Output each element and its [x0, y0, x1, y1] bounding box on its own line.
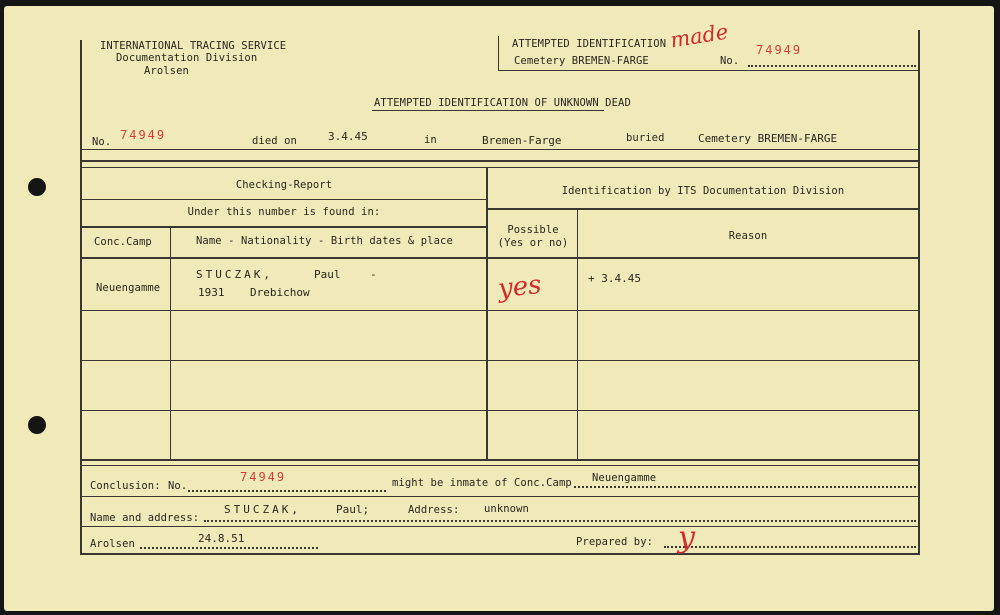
- row1-birth-year: 1931: [198, 286, 225, 299]
- footer-date: 24.8.51: [198, 532, 245, 545]
- name-address-dotline: [204, 520, 916, 522]
- header-box-bottom: [498, 70, 918, 71]
- row-line-3: [80, 410, 920, 411]
- header-no-dotline: [748, 65, 916, 67]
- found-in-heading: Under this number is found in:: [187, 206, 381, 218]
- footer-date-dotline: [140, 547, 318, 549]
- left-subheading-line: [82, 226, 486, 228]
- frame-bottom: [80, 553, 920, 555]
- punch-hole-bottom: [28, 416, 46, 434]
- conclusion-line: [80, 496, 920, 497]
- header-number: 74949: [756, 43, 803, 57]
- row1-firstname: Paul: [314, 268, 341, 281]
- frame-right: [918, 30, 920, 555]
- col-reason: Reason: [728, 230, 768, 242]
- right-heading-line: [488, 208, 918, 210]
- col-divider-1: [170, 228, 171, 459]
- row-line-1: [80, 310, 920, 311]
- died-on-label: died on: [252, 135, 297, 147]
- identification-heading: Identification by ITS Documentation Division: [561, 185, 845, 197]
- conclusion-no-label: No.: [168, 480, 188, 492]
- camp-dotline: [574, 486, 916, 488]
- table-center-divider: [486, 168, 488, 459]
- org-division: Documentation Division: [116, 52, 258, 64]
- name-address-label: Name and address:: [90, 512, 200, 524]
- header-no-label: No.: [720, 55, 740, 67]
- record-card: [4, 6, 994, 611]
- org-location: Arolsen: [144, 65, 189, 77]
- col-possible-hint: (Yes or no): [497, 237, 569, 249]
- frame-left: [80, 40, 82, 555]
- footer-place: Arolsen: [90, 538, 135, 550]
- in-label: in: [424, 134, 437, 146]
- record-number: 74949: [120, 128, 167, 142]
- table-bottom-line: [80, 459, 920, 461]
- conclusion-no-dotline: [188, 490, 386, 492]
- row1-possible-handwritten: yes: [496, 269, 543, 305]
- conclusion-top-line: [80, 465, 920, 466]
- preparer-initial-handwritten: y: [678, 520, 695, 555]
- name-firstname: Paul;: [336, 503, 370, 516]
- header-box-divider: [498, 36, 499, 70]
- row1-birth-place: Drebichow: [250, 286, 310, 299]
- col-divider-2: [577, 210, 578, 459]
- inmate-label: might be inmate of Conc.Camp: [392, 477, 572, 489]
- left-heading-line: [82, 199, 486, 200]
- conclusion-label: Conclusion:: [90, 480, 161, 492]
- row1-dash: -: [370, 268, 377, 281]
- conclusion-number: 74949: [240, 470, 287, 484]
- cemetery-label: Cemetery BREMEN-FARGE: [514, 55, 649, 67]
- row1-camp: Neuengamme: [96, 282, 161, 294]
- address-label: Address:: [408, 504, 460, 516]
- place-of-death: Bremen-Farge: [482, 134, 562, 147]
- burial-cemetery: Cemetery BREMEN-FARGE: [698, 132, 838, 145]
- title-underline: [372, 110, 604, 111]
- col-name-details: Name - Nationality - Birth dates & place: [196, 235, 453, 247]
- col-possible: Possible: [507, 224, 559, 236]
- name-surname: STUCZAK,: [224, 503, 301, 516]
- name-address-line: [80, 526, 920, 527]
- handwritten-made: made: [668, 19, 730, 53]
- row1-reason: + 3.4.45: [588, 272, 641, 285]
- no-label: No.: [92, 136, 112, 148]
- col-conc-camp: Conc.Camp: [94, 236, 152, 248]
- address-value: unknown: [484, 503, 529, 515]
- table-top-line: [80, 160, 920, 162]
- org-name: INTERNATIONAL TRACING SERVICE: [100, 40, 287, 52]
- punch-hole-top: [28, 178, 46, 196]
- row1-surname: STUCZAK,: [196, 268, 273, 281]
- prepared-by-dotline: [664, 546, 916, 548]
- info-row-line: [80, 149, 920, 150]
- conclusion-camp: Neuengamme: [592, 472, 657, 484]
- document-title: ATTEMPTED IDENTIFICATION OF UNKNOWN DEAD: [374, 97, 631, 109]
- table-top-line-2: [80, 167, 920, 168]
- buried-label: buried: [626, 132, 665, 144]
- header-row-line: [80, 257, 920, 259]
- death-date: 3.4.45: [328, 130, 368, 143]
- prepared-by-label: Prepared by:: [576, 536, 654, 548]
- form-type-label: ATTEMPTED IDENTIFICATION: [512, 38, 667, 50]
- row-line-2: [80, 360, 920, 361]
- checking-report-heading: Checking-Report: [235, 179, 333, 191]
